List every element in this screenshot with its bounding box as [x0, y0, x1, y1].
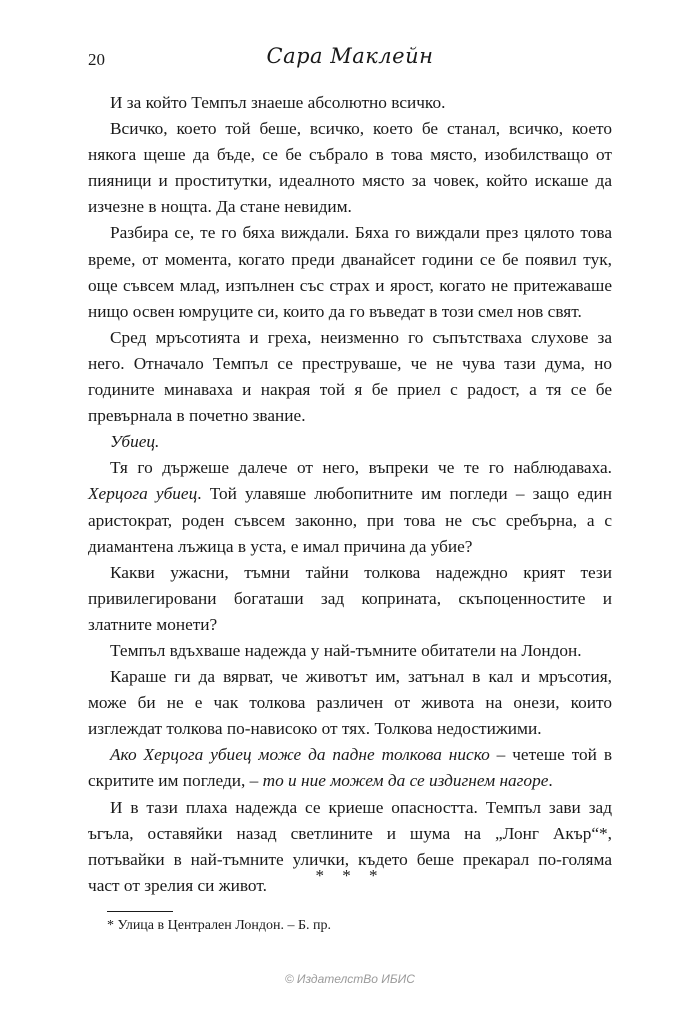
body-text [88, 90, 612, 899]
copyright-icon: © [285, 972, 294, 986]
footnote-divider [107, 911, 173, 912]
copyright-notice [0, 972, 700, 986]
page-number: 20 [88, 50, 105, 69]
text-run: – четеше той в скритите им погледи, – [88, 745, 613, 791]
paragraph: Разбира се, те го бяха виждали. Бяха го виждали през цялото това време, от момента, когато преди дванайсет години се бе появил тук, още съвсем млад, изпълнен със страх и ярост, когато не притежаваше нищо освен юмруците си, които да го въведат в този смел нов свят. [88, 223, 612, 321]
paragraph: Всичко, което той беше, всичко, което бе станал, всичко, което някога щеше да бъде, се бе събрало в това място, изобилстващо от пияници и проститутки, идеалното място за човек, който искаше да изчезне в нощта. Да стане невидим. [88, 119, 612, 217]
text-run: . [548, 771, 553, 791]
italic-text-run: Херцога убиец [88, 484, 198, 504]
paragraph: Темпъл вдъхваше надежда у най-тъмните обитатели на Лондон. [110, 640, 582, 660]
page-header [88, 44, 612, 80]
paragraph: И за който Темпъл знаеше абсолютно всичко. [110, 93, 446, 112]
text-run: . Той улавяше любопитните им погледи – защо един аристократ, роден съвсем законно, при това не със сребърна, а с диамантена лъжица в уста, е имал причина да убие? [88, 484, 612, 556]
paragraph [88, 455, 612, 559]
paragraph: Сред мръсотията и греха, неизменно го съпътстваха слухове за него. Отначало Темпъл се преструваше, че не чува тази дума, но годините минаваха и накрая той я бе приел с радост, а тя се бе превърнала в почетно звание. [88, 327, 612, 426]
text-run: Тя го държеше далече от него, въпреки че те го наблюдаваха. [110, 458, 612, 478]
italic-text-run: Ако Херцога убиец може да падне толкова ниско [110, 745, 490, 765]
publisher-name: ИздателстВо ИБИС [296, 972, 415, 986]
footnote: * Улица в Централен Лондон. – Б. пр. [107, 918, 332, 933]
paragraph: Убиец. [110, 432, 160, 452]
paragraph: Караше ги да вярват, че животът им, затънал в кал и мръсотия, може би не е чак толкова различен от живота на онези, които изглеждат толкова по-нависоко от тях. Толкова недостижими. [88, 667, 612, 739]
paragraph: И в тази плаха надежда се криеше опасността. Темпъл зави зад ъгъла, оставяйки назад светлините и шума на „Лонг Акър“*, потъвайки в най-тъмните улички, където беше прекарал по-голяма част от зрелия си живот. [88, 797, 612, 895]
running-title: Сара Маклейн [266, 44, 434, 68]
paragraph: Какви ужасни, тъмни тайни толкова надеждно крият тези привилегировани богаташи зад коприната, скъпоценностите и златните монети? [88, 562, 612, 634]
paragraph [88, 742, 612, 794]
section-separator: * * * [315, 866, 385, 885]
italic-text-run: то и ние можем да се издигнем нагоре [262, 771, 549, 791]
